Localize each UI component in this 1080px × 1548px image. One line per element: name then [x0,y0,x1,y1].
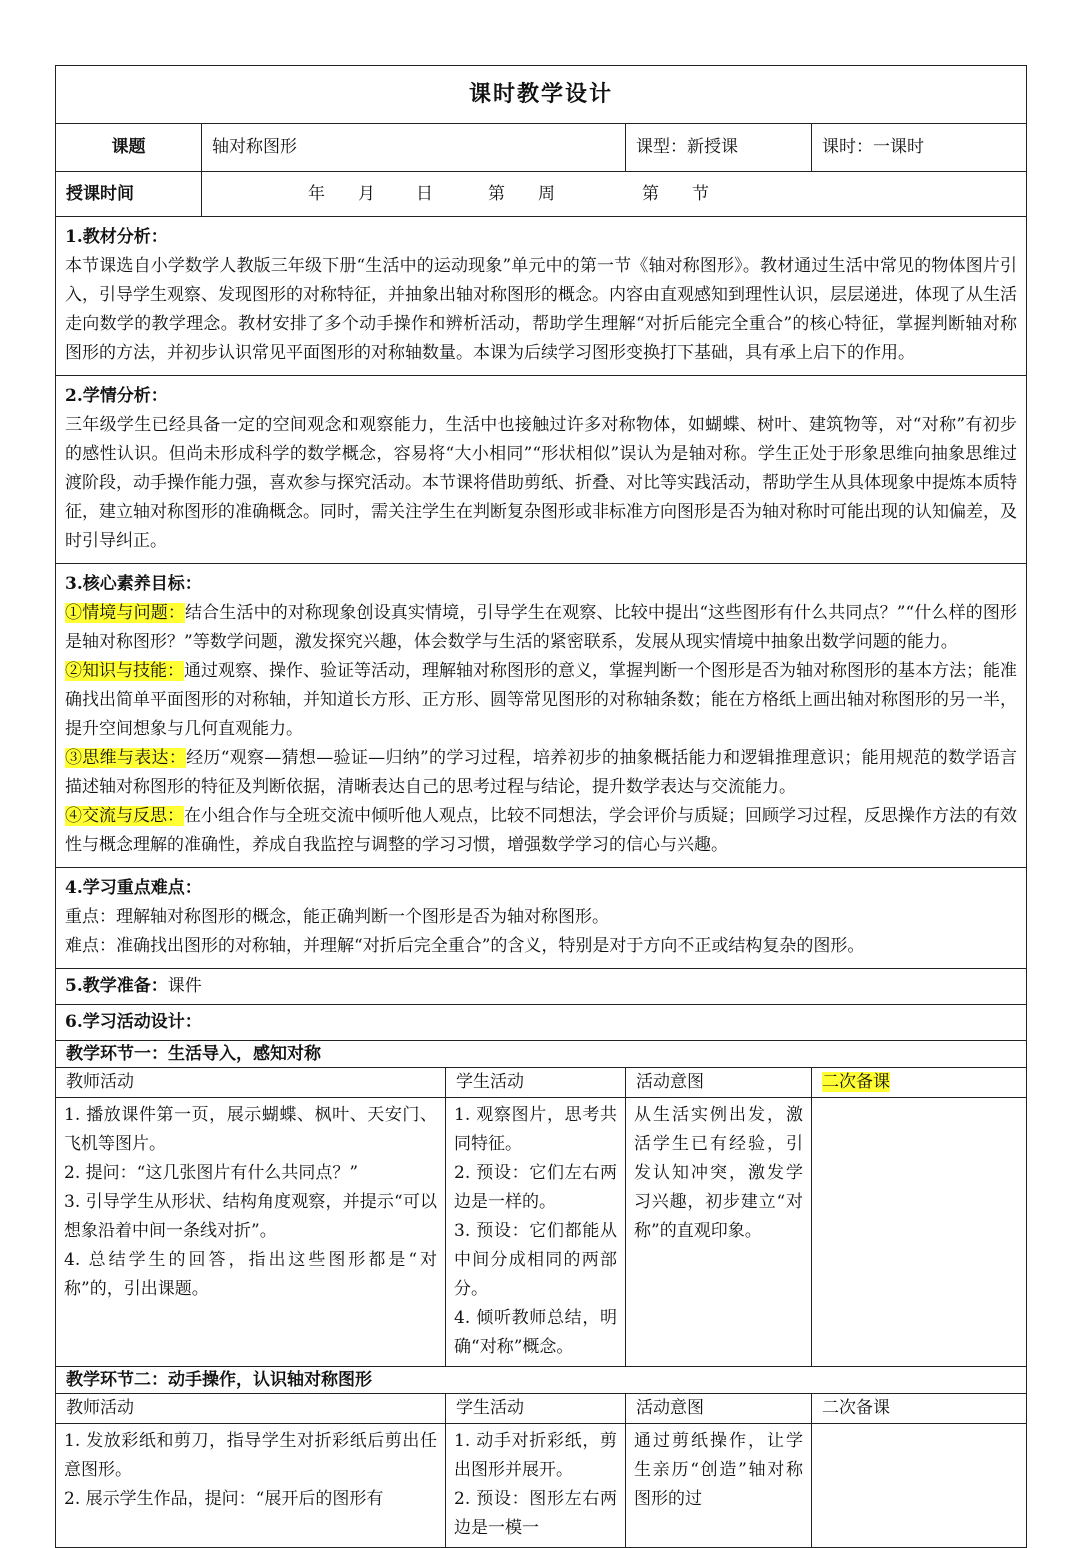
goal-label: ④交流与反思： [65,806,185,826]
time-value [202,172,1027,217]
goal-label: ②知识与技能： [65,661,185,681]
date-section: 节 [692,183,709,204]
section-1-title: 1.教材分析： [65,227,168,247]
goal-label: ①情境与问题： [65,603,186,623]
section-activity-design [56,1005,1027,1041]
section-2-text: 三年级学生已经具备一定的空间观念和观察能力，生活中也接触过许多对称物体，如蝴蝶、树叶、建筑物等，对“对称”有初步的感性认识。但尚未形成科学的数学概念，容易将“大小相同”“形状相似”误认为是轴对称。学生正处于形象思维向抽象思维过渡阶段，动手操作能力强，喜欢参与探究活动。本节课将借助剪纸、折叠、对比等实践活动，帮助学生从具体现象中提炼本质特征，建立轴对称图形的准确概念。同时，需关注学生在判断复杂图形或非标准方向图形是否为轴对称时可能出现的认知偏差，及时引导纠正。 [65,415,1018,551]
list-item: 1. 动手对折彩纸，剪出图形并展开。 [454,1431,617,1480]
section-5-value: 课件 [167,976,202,996]
stage-2-second-prep [812,1424,1027,1548]
col-activity-intent: 活动意图 [626,1394,812,1424]
lesson-period: 课时：一课时 [812,124,1027,172]
list-item: 1. 播放课件第一页，展示蝴蝶、枫叶、天安门、飞机等图片。 [64,1105,437,1154]
section-key-points [56,868,1027,969]
stage-2-student [446,1424,626,1548]
stage-2-title: 教学环节二：动手操作，认识轴对称图形 [56,1367,1027,1394]
section-core-goals [56,564,1027,868]
lesson-type: 课型：新授课 [626,124,812,172]
stage-1-title: 教学环节一：生活导入，感知对称 [56,1041,1027,1068]
list-item: 1. 发放彩纸和剪刀，指导学生对折彩纸后剪出任意图形。 [64,1431,437,1480]
list-item: 2. 预设：图形左右两边是一模一 [454,1489,617,1538]
col-activity-intent: 活动意图 [626,1068,812,1098]
topic-label: 课题 [56,124,202,172]
list-item: 4. 倾听教师总结，明确“对称”概念。 [454,1308,617,1357]
goal-label: ③思维与表达： [65,748,187,768]
section-1-text: 本节课选自小学数学人教版三年级下册“生活中的运动现象”单元中的第一节《轴对称图形》。教材通过生活中常见的物体图片引入，引导学生观察、发现图形的对称特征，并抽象出轴对称图形的概念。内容由直观感知到理性认识，层层递进，体现了从生活走向数学的教学理念。教材安排了多个动手操作和辨析活动，帮助学生理解“对折后能完全重合”的核心特征，掌握判断轴对称图形的方法，并初步认识常见平面图形的对称轴数量。本课为后续学习图形变换打下基础，具有承上启下的作用。 [65,256,1018,363]
date-day: 日 [416,183,433,204]
section-3-title: 3.核心素养目标： [65,574,202,594]
list-item: 2. 预设：它们左右两边是一样的。 [454,1163,617,1212]
goal-text: 在小组合作与全班交流中倾听他人观点，比较不同想法，学会评价与质疑；回顾学习过程，反思操作方法的有效性与概念理解的准确性，养成自我监控与调整的学习习惯，增强数学学习的信心与兴趣。 [65,806,1018,855]
col-student-activity: 学生活动 [446,1394,626,1424]
goal-text: 经历“观察—猜想—验证—归纳”的学习过程，培养初步的抽象概括能力和逻辑推理意识；能用规范的数学语言描述轴对称图形的特征及判断依据，清晰表达自己的思考过程与结论，提升数学表达与交流能力。 [65,748,1018,797]
section-student-analysis [56,376,1027,564]
date-month: 月 [358,183,375,204]
stage-2-teacher [56,1424,446,1548]
stage-1-teacher [56,1098,446,1367]
time-label: 授课时间 [56,172,202,217]
section-textbook-analysis [56,217,1027,376]
section-2-title: 2.学情分析： [65,386,168,406]
goal-item [65,744,1017,802]
key-point: 重点：理解轴对称图形的概念，能正确判断一个图形是否为轴对称图形。 [65,907,609,927]
list-item: 4. 总结学生的回答，指出这些图形都是“对称”的，引出课题。 [64,1250,437,1299]
stage-1-intent: 从生活实例出发，激活学生已有经验，引发认知冲突，激发学习兴趣，初步建立“对称”的直观印象。 [626,1098,812,1367]
goal-item [65,599,1017,657]
section-5-title: 5.教学准备： [65,976,168,996]
date-section-prefix: 第 [642,183,659,204]
goal-item [65,802,1017,860]
list-item: 3. 预设：它们都能从中间分成相同的两部分。 [454,1221,617,1299]
difficult-point: 难点：准确找出图形的对称轴，并理解“对折后完全重合”的含义，特别是对于方向不正或结构复杂的图形。 [65,936,865,956]
col-second-prep: 二次备课 [812,1394,1027,1424]
section-4-title: 4.学习重点难点： [65,878,202,898]
section-preparation [56,969,1027,1005]
goal-text: 结合生活中的对称现象创设真实情境，引导学生在观察、比较中提出“这些图形有什么共同点？”“什么样的图形是轴对称图形？”等数学问题，激发探究兴趣，体会数学与生活的紧密联系，发展从现实情境中抽象出数学问题的能力。 [65,603,1018,652]
col-second-prep: 二次备课 [812,1068,1027,1098]
col-teacher-activity: 教师活动 [56,1394,446,1424]
date-year: 年 [308,183,325,204]
stage-1-student [446,1098,626,1367]
date-week-prefix: 第 [488,183,505,204]
list-item: 2. 展示学生作品，提问：“展开后的图形有 [64,1489,384,1509]
lesson-plan-table [55,65,1027,1548]
page-title: 课时教学设计 [56,66,1027,124]
topic-value: 轴对称图形 [202,124,626,172]
stage-2-intent: 通过剪纸操作，让学生亲历“创造”轴对称图形的过 [626,1424,812,1548]
list-item: 2. 提问：“这几张图片有什么共同点？” [64,1163,359,1183]
col-student-activity: 学生活动 [446,1068,626,1098]
section-6-title: 6.学习活动设计： [65,1012,202,1032]
list-item: 1. 观察图片，思考共同特征。 [454,1105,617,1154]
col-teacher-activity: 教师活动 [56,1068,446,1098]
goal-text: 通过观察、操作、验证等活动，理解轴对称图形的意义，掌握判断一个图形是否为轴对称图形的基本方法；能准确找出简单平面图形的对称轴，并知道长方形、正方形、圆等常见图形的对称轴条数；能在方格纸上画出轴对称图形的另一半，提升空间想象与几何直观能力。 [65,661,1018,739]
list-item: 3. 引导学生从形状、结构角度观察，并提示“可以想象沿着中间一条线对折”。 [64,1192,437,1241]
lesson-plan-sheet [55,65,1026,1548]
date-week: 周 [538,183,555,204]
stage-1-second-prep [812,1098,1027,1367]
goal-item [65,657,1017,744]
